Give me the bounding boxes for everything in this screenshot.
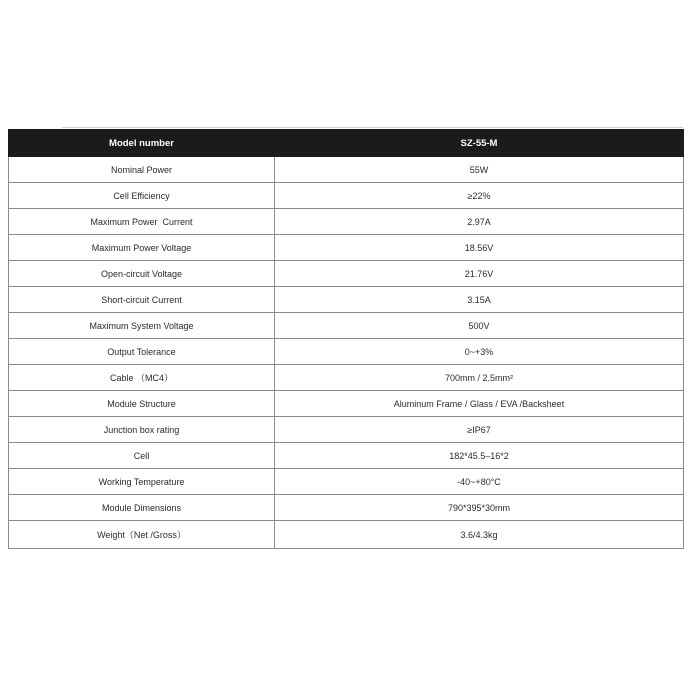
row-value: 500V bbox=[275, 313, 684, 339]
row-value: 2.97A bbox=[275, 209, 684, 235]
top-divider-line bbox=[62, 127, 683, 128]
row-label: Nominal Power bbox=[9, 157, 275, 183]
row-value: Aluminum Frame / Glass / EVA /Backsheet bbox=[275, 391, 684, 417]
header-value: SZ-55-M bbox=[275, 130, 684, 157]
table-row bbox=[9, 391, 684, 417]
table-row bbox=[9, 313, 684, 339]
row-value: 182*45.5–16*2 bbox=[275, 443, 684, 469]
table-row bbox=[9, 495, 684, 521]
table-header-row bbox=[9, 130, 684, 157]
row-value: 3.15A bbox=[275, 287, 684, 313]
row-label: Cable （MC4） bbox=[9, 365, 275, 391]
table-row bbox=[9, 365, 684, 391]
table-row bbox=[9, 235, 684, 261]
row-label: Weight（Net /Gross） bbox=[9, 521, 275, 549]
table-row bbox=[9, 183, 684, 209]
table-row bbox=[9, 261, 684, 287]
table-row bbox=[9, 339, 684, 365]
row-label: Cell bbox=[9, 443, 275, 469]
row-label: Short-circuit Current bbox=[9, 287, 275, 313]
row-value: -40~+80°C bbox=[275, 469, 684, 495]
row-label: Maximum System Voltage bbox=[9, 313, 275, 339]
row-value: 21.76V bbox=[275, 261, 684, 287]
row-label: Maximum Power Voltage bbox=[9, 235, 275, 261]
table-row bbox=[9, 443, 684, 469]
table-row bbox=[9, 209, 684, 235]
row-value: 55W bbox=[275, 157, 684, 183]
row-label: Open-circuit Voltage bbox=[9, 261, 275, 287]
row-label: Output Tolerance bbox=[9, 339, 275, 365]
specification-table bbox=[8, 129, 684, 549]
row-value: 3.6/4.3kg bbox=[275, 521, 684, 549]
row-label: Maximum Power Current bbox=[9, 209, 275, 235]
row-value: 700mm / 2.5mm² bbox=[275, 365, 684, 391]
table-row bbox=[9, 157, 684, 183]
row-label: Junction box rating bbox=[9, 417, 275, 443]
table-row bbox=[9, 469, 684, 495]
table-row bbox=[9, 521, 684, 549]
table-row bbox=[9, 417, 684, 443]
row-value: 0~+3% bbox=[275, 339, 684, 365]
row-label: Module Dimensions bbox=[9, 495, 275, 521]
row-value: 18.56V bbox=[275, 235, 684, 261]
row-value: ≥IP67 bbox=[275, 417, 684, 443]
row-value: 790*395*30mm bbox=[275, 495, 684, 521]
row-label: Working Temperature bbox=[9, 469, 275, 495]
row-label: Cell Efficiency bbox=[9, 183, 275, 209]
row-label: Module Structure bbox=[9, 391, 275, 417]
table-row bbox=[9, 287, 684, 313]
row-value: ≥22% bbox=[275, 183, 684, 209]
header-parameter: Model number bbox=[9, 130, 275, 157]
